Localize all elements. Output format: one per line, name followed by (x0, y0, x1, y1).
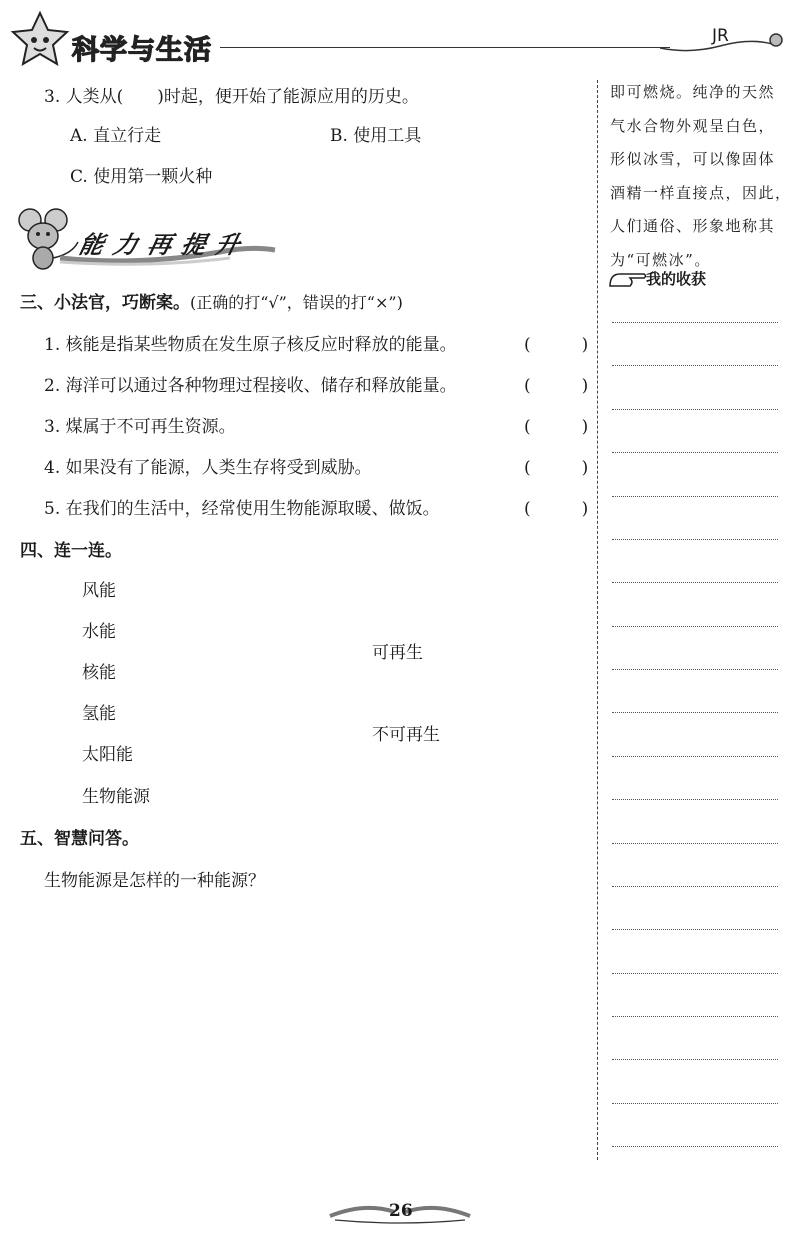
sidebar-line: 酒精一样直接点，因此， (610, 183, 792, 202)
sidebar-line: 即可燃烧。纯净的天然 (610, 83, 776, 101)
note-line (612, 409, 778, 410)
note-line (612, 626, 778, 627)
question3-option-a: A. 直立行走 (70, 126, 162, 146)
note-line (612, 1103, 778, 1104)
match-left-item[interactable]: 生物能源 (82, 787, 150, 807)
sidebar-divider (597, 80, 598, 1160)
answer-blank-3[interactable]: ( ) (524, 417, 589, 437)
question3-stem: 3. 人类从( )时起，便开始了能源应用的历史。 (44, 87, 419, 107)
note-line (612, 756, 778, 757)
banner-title: 能力再提升 (76, 231, 253, 259)
page-number: 26 (389, 1201, 413, 1221)
judge-item-1: 1. 核能是指某些物质在发生原子核反应时释放的能量。 (44, 335, 457, 355)
match-right-renewable[interactable]: 可再生 (372, 643, 423, 663)
note-line (612, 1146, 778, 1147)
match-left-item[interactable]: 水能 (82, 622, 116, 642)
question3-option-c: C. 使用第一颗火种 (70, 167, 213, 187)
note-line (612, 799, 778, 800)
note-line (612, 886, 778, 887)
sidebar-note (610, 76, 792, 277)
note-line (612, 1059, 778, 1060)
note-line (612, 712, 778, 713)
judge-item-4: 4. 如果没有了能源，人类生存将受到威胁。 (44, 458, 372, 478)
note-line (612, 929, 778, 930)
note-line (612, 582, 778, 583)
note-line (612, 365, 778, 366)
answer-blank-1[interactable]: ( ) (524, 335, 589, 355)
sidebar-line: 气水合物外观呈白色， (610, 116, 776, 135)
pointing-hand-icon (608, 266, 648, 292)
note-line (612, 322, 778, 323)
sidebar-line: 形似冰雪，可以像固体 (610, 150, 776, 168)
note-line (612, 1016, 778, 1017)
note-line (612, 669, 778, 670)
harvest-label: 我的收获 (646, 270, 707, 288)
note-line (612, 539, 778, 540)
match-left-item[interactable]: 核能 (82, 663, 116, 683)
sidebar-line: 人们通俗、形象地称其 (610, 217, 776, 235)
section4-title: 四、连一连。 (20, 541, 122, 561)
header-code: JR (712, 26, 729, 46)
answer-blank-2[interactable]: ( ) (524, 376, 589, 396)
section3-title (20, 292, 403, 314)
answer-blank-4[interactable]: ( ) (524, 458, 589, 478)
match-right-nonrenewable[interactable]: 不可再生 (372, 725, 440, 745)
answer-blank-5[interactable]: ( ) (524, 499, 589, 519)
note-line (612, 496, 778, 497)
note-line (612, 843, 778, 844)
section3-title-text: 三、小法官，巧断案。 (20, 293, 190, 313)
note-line (612, 973, 778, 974)
match-left-item[interactable]: 氢能 (82, 704, 116, 724)
question3-option-b: B. 使用工具 (330, 126, 422, 146)
match-left-item[interactable]: 太阳能 (82, 745, 133, 765)
judge-item-3: 3. 煤属于不可再生资源。 (44, 417, 236, 437)
answer-area[interactable] (44, 905, 584, 1185)
header-title: 科学与生活 (72, 35, 212, 66)
judge-item-2: 2. 海洋可以通过各种物理过程接收、储存和释放能量。 (44, 376, 457, 396)
section5-question: 生物能源是怎样的一种能源？ (44, 871, 265, 891)
header-rule (220, 47, 670, 48)
section5-title: 五、智慧问答。 (20, 829, 139, 849)
mascot-star-icon (8, 10, 72, 68)
judge-item-5: 5. 在我们的生活中，经常使用生物能源取暖、做饭。 (44, 499, 440, 519)
note-line (612, 452, 778, 453)
sidebar-line: 为“可燃冰”。 (610, 250, 711, 269)
match-left-item[interactable]: 风能 (82, 581, 116, 601)
section3-hint: (正确的打“√”，错误的打“×”) (190, 293, 403, 312)
